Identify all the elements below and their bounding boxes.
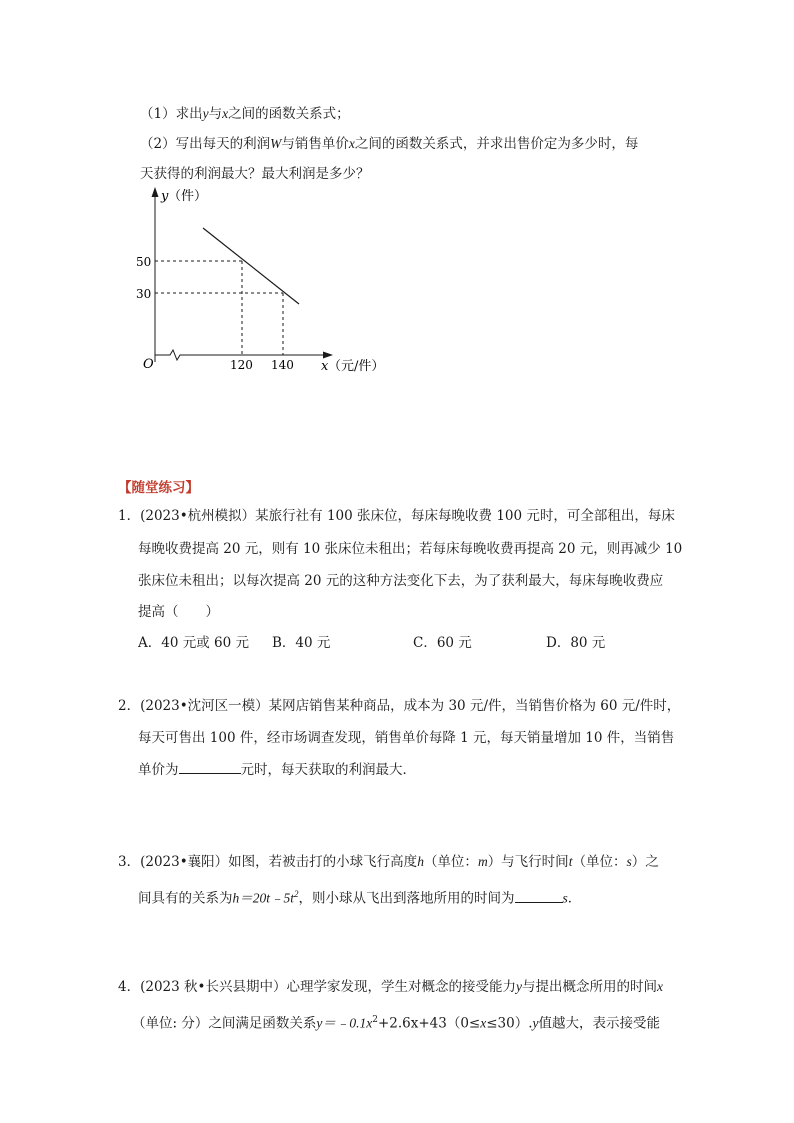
x-axis-var: x bbox=[321, 359, 329, 374]
problem-1-option-a: A．40 元或 60 元 bbox=[138, 635, 249, 651]
problem-1-option-b: B．40 元 bbox=[272, 635, 331, 651]
problem-3-unit-s: s bbox=[626, 854, 632, 869]
problem-3-number: 3． bbox=[118, 854, 141, 870]
problem-4-text-1a: (2023 秋•长兴县期中）心理学家发现，学生对概念的接受能力 bbox=[140, 979, 516, 995]
problem-4-formula-a: y＝﹣0.1x bbox=[316, 1015, 373, 1031]
problem-4-var-x: x bbox=[656, 979, 663, 994]
q1-text-c: 之间的函数关系式； bbox=[228, 106, 350, 122]
problem-4-line-1 bbox=[118, 977, 663, 997]
q1-var-x: x bbox=[222, 106, 229, 121]
problem-3-text-1b: （单位： bbox=[423, 854, 478, 870]
problem-4-var-y: y bbox=[515, 979, 522, 994]
x-tick-120: 120 bbox=[230, 358, 253, 372]
problem-2-line-2: 每天可售出 100 件，经市场调查发现，销售单价每降 1 元，每天销量增加 10 件，当销售 bbox=[138, 730, 675, 746]
problem-3-var-t: t bbox=[568, 854, 573, 869]
q2-number: （2） bbox=[140, 136, 176, 152]
problem-2-number: 2． bbox=[118, 698, 141, 714]
problem-3-unit-m: m bbox=[477, 854, 488, 869]
problem-1-option-c: C．60 元 bbox=[413, 635, 472, 651]
problem-3-text-2b: ，则小球从飞出到落地所用的时间为 bbox=[298, 890, 515, 907]
problem-1-line-1 bbox=[118, 506, 675, 526]
problem-1-line-4: 提高（ ） bbox=[138, 604, 219, 620]
q2-text-b: 与销售单价 bbox=[281, 136, 349, 152]
problem-1-option-d: D．80 元 bbox=[546, 635, 606, 651]
problem-2-line-1 bbox=[118, 696, 680, 716]
y-axis-arrow bbox=[152, 187, 159, 197]
problem-4-text-2a: （单位: 分）之间满足函数关系 bbox=[132, 1015, 317, 1032]
problem-4-formula-x: x bbox=[480, 1015, 487, 1031]
problem-2-line-3 bbox=[138, 759, 416, 780]
q1-text-a: 求出 bbox=[175, 106, 203, 122]
problem-2-text-1: (2023•沈河区一模）某网店销售某种商品，成本为 30 元/件，当销售价格为 60 元/件时， bbox=[140, 698, 681, 714]
problem-3-text-1e: ）之 bbox=[631, 854, 659, 870]
q1-text-b: 与 bbox=[208, 106, 223, 122]
problem-3-line-2 bbox=[138, 884, 581, 909]
problem-3-answer-blank[interactable] bbox=[515, 888, 563, 903]
problem-2-text-3b: 元时，每天获取的利润最大． bbox=[240, 762, 416, 778]
x-axis-unit: （元/件） bbox=[328, 359, 385, 374]
problem-3-text-1c: ）与飞行时间 bbox=[487, 854, 569, 870]
problem-3-unit-s2: s bbox=[562, 890, 568, 906]
problem-4-number: 4． bbox=[118, 979, 141, 995]
x-tick-140: 140 bbox=[271, 358, 294, 372]
problem-3-text-2d: ． bbox=[567, 890, 582, 907]
y-tick-30: 30 bbox=[136, 287, 152, 301]
problem-2-text-3a: 单价为 bbox=[138, 762, 179, 778]
problem-3-formula: h＝20t﹣5t bbox=[232, 890, 295, 906]
problem-4-formula-exponent: 2 bbox=[372, 1015, 378, 1025]
problem-1-line-3: 张床位未租出；以每次提高 20 元的这种方法变化下去，为了获利最大，每床每晚收费应 bbox=[138, 573, 664, 589]
problem-4-text-1b: 与提出概念所用的时间 bbox=[521, 979, 657, 995]
problem-3-text-1d: （单位： bbox=[572, 854, 627, 870]
q2-var-x: x bbox=[348, 136, 355, 151]
problem-1-text-1: (2023•杭州模拟）某旅行社有 100 张床位，每床每晚收费 100 元时，可全部租出，每床 bbox=[140, 508, 675, 524]
q2-text-c: 之间的函数关系式，并求出售价定为多少时，每 bbox=[354, 136, 639, 152]
problem-3-text-1a: (2023•襄阳）如图，若被击打的小球飞行高度 bbox=[140, 854, 418, 870]
problem-4-line-2 bbox=[132, 1010, 660, 1034]
origin-label: O bbox=[143, 357, 154, 372]
problem-2-answer-blank[interactable] bbox=[179, 759, 241, 774]
problem-4-text-2b: 值越大，表示接受能 bbox=[538, 1015, 661, 1032]
problem-3-text-2a: 间具有的关系为 bbox=[138, 890, 233, 907]
q1-var-y: y bbox=[202, 106, 209, 121]
problem-4-var-y2: y bbox=[532, 1015, 539, 1031]
q2-var-w: W bbox=[270, 136, 282, 151]
x-axis-arrow bbox=[323, 352, 333, 359]
q2-text-a: 写出每天的利润 bbox=[175, 136, 271, 152]
section-title: 【随堂练习】 bbox=[118, 480, 199, 496]
problem-4-formula-b: +2.6x+43（0≤ bbox=[377, 1015, 481, 1032]
problem-3-var-h: h bbox=[417, 854, 424, 869]
question-2-line-2: 天获得的利润最大？最大利润是多少？ bbox=[140, 166, 370, 182]
problem-3-line-1 bbox=[118, 852, 659, 872]
q1-number: （1） bbox=[140, 106, 176, 122]
y-tick-50: 50 bbox=[136, 255, 152, 269]
problem-3-formula-exponent: 2 bbox=[294, 889, 299, 899]
problem-4-formula-c: ≤30）. bbox=[486, 1015, 533, 1032]
problem-1-number: 1． bbox=[118, 508, 141, 524]
y-axis-var: y bbox=[161, 189, 169, 204]
y-axis-unit: （件） bbox=[168, 189, 208, 204]
problem-1-line-2: 每晚收费提高 20 元，则有 10 张床位未租出；若每床每晚收费再提高 20 元，则再减少 10 bbox=[138, 541, 683, 557]
